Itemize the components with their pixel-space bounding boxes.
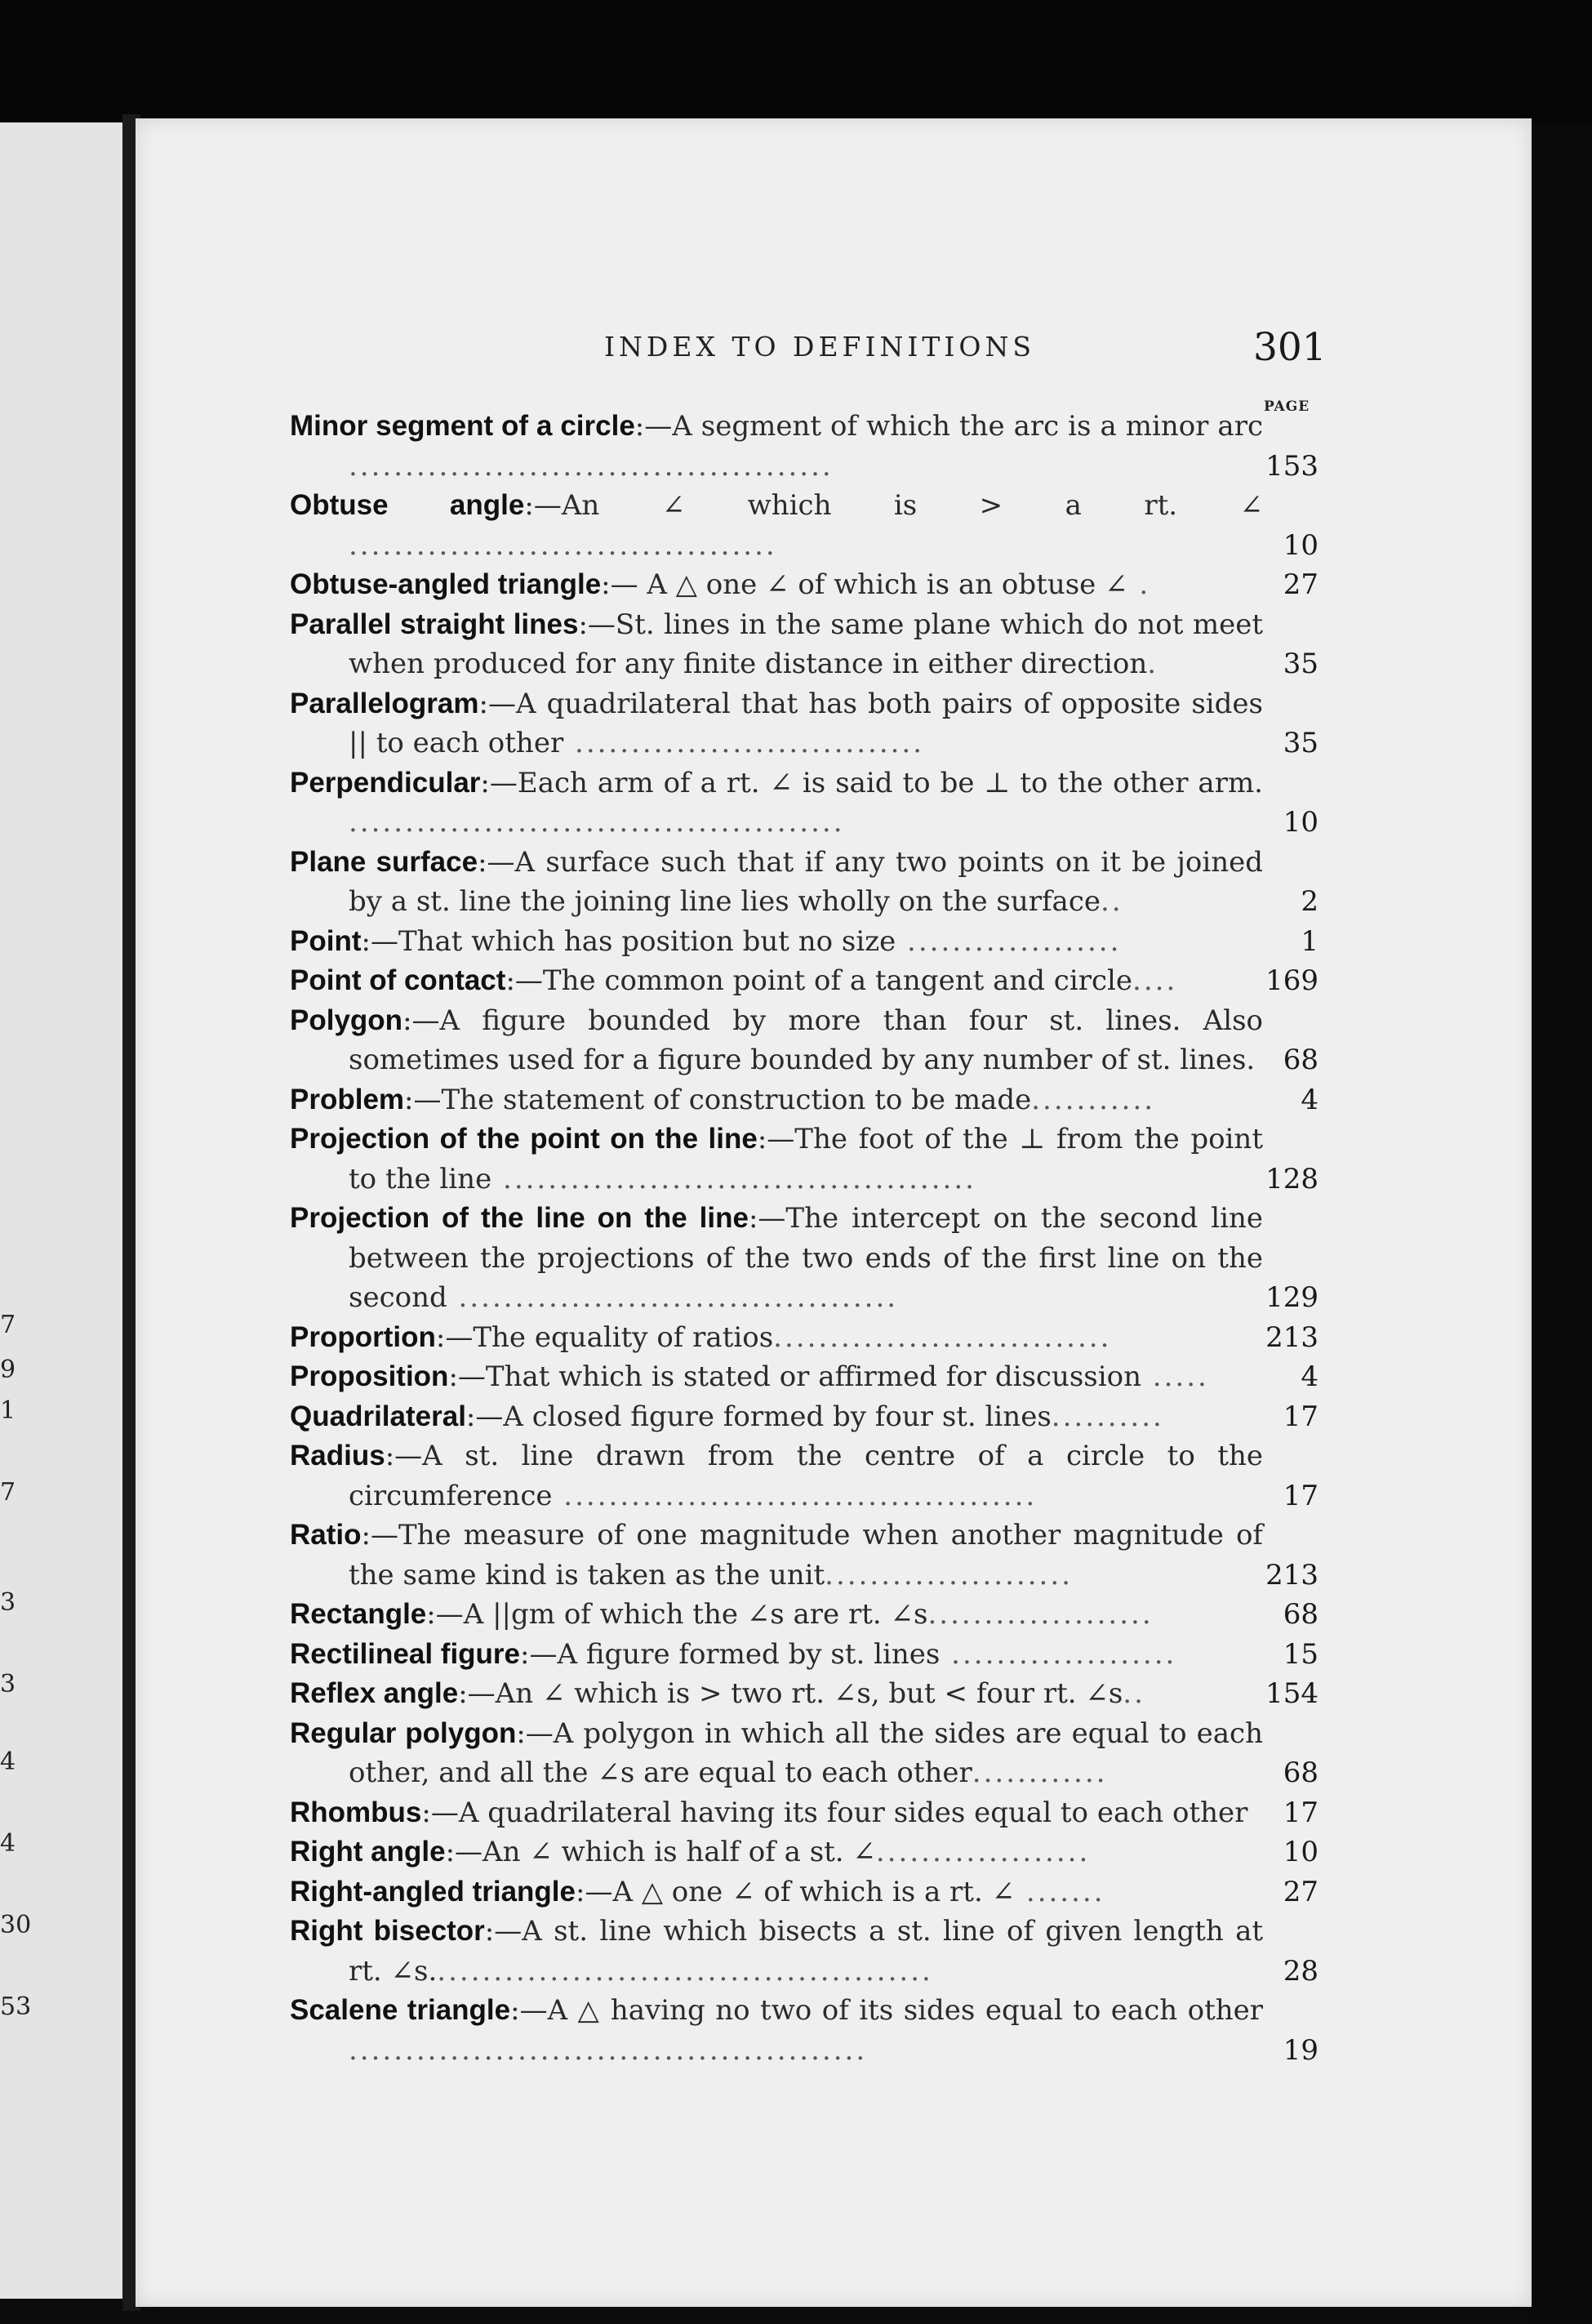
scan-top-border: [0, 0, 1592, 122]
index-entry: [290, 407, 1319, 486]
entry-definition: :—A ||gm of which the ∠s are rt. ∠s: [426, 1598, 928, 1631]
index-entry: [290, 1436, 1319, 1516]
entry-leader: ............................................: [437, 1954, 933, 1988]
entry-term: Proposition: [290, 1360, 449, 1392]
entry-leader: ............................................: [349, 806, 845, 839]
index-entry: [290, 764, 1319, 843]
entry-term: Proportion: [290, 1320, 436, 1353]
left-page-fragment: 4: [0, 1747, 16, 1776]
entry-definition: :—A quadrilateral that has both pairs of opposite sides || to each other: [349, 687, 1263, 759]
entry-leader: ..: [1123, 1677, 1145, 1710]
entry-page: 4: [1301, 1083, 1319, 1116]
entry-term: Polygon: [290, 1004, 403, 1036]
entry-page: 213: [1265, 1320, 1319, 1354]
entry-leader: .: [1127, 568, 1151, 601]
entry-leader: ............: [972, 1756, 1108, 1789]
index-entry: [290, 1357, 1319, 1397]
index-entry: [290, 1674, 1319, 1714]
entry-term: Rectangle: [290, 1598, 427, 1630]
entry-leader: ..............................: [773, 1320, 1112, 1354]
index-entry: [290, 1199, 1319, 1318]
index-entry: [290, 684, 1319, 764]
index-entry: [290, 922, 1319, 962]
index-entry: [290, 1832, 1319, 1872]
entry-term: Obtuse angle: [290, 489, 525, 521]
left-page-fragment: 1: [0, 1396, 16, 1425]
entry-page: 68: [1283, 1756, 1319, 1789]
entry-page: 17: [1283, 1400, 1319, 1433]
index-entry: [290, 1872, 1319, 1912]
left-page-fragment: 9: [0, 1356, 16, 1384]
scan-right-border: [1532, 122, 1592, 2324]
entry-term: Reflex angle: [290, 1677, 459, 1709]
running-head: INDEX TO DEFINITIONS: [604, 331, 1035, 363]
entry-definition: :—A st. line drawn from the centre of a circle to the circumference: [349, 1440, 1263, 1512]
entry-page: 4: [1301, 1360, 1319, 1393]
index-entry: [290, 605, 1319, 684]
entry-leader: ...........................................: [349, 449, 834, 483]
entry-definition: :—A segment of which the arc is a minor arc: [634, 410, 1263, 443]
entry-page: 68: [1283, 1044, 1319, 1076]
entry-page: 27: [1283, 568, 1319, 601]
left-page-fragment: 3: [0, 1588, 16, 1617]
entry-leader: ..........................................: [491, 1162, 976, 1195]
entry-definition: :—A △ having no two of its sides equal to each other: [510, 1994, 1264, 2027]
definition-index-list: [290, 407, 1319, 2070]
entry-page: 213: [1265, 1558, 1319, 1592]
entry-page: 154: [1265, 1677, 1319, 1710]
entry-term: Projection of the line on the line: [290, 1202, 749, 1234]
entry-term: Scalene triangle: [290, 1994, 511, 2026]
entry-definition: :—The equality of ratios: [435, 1320, 774, 1354]
entry-leader: ..: [1101, 885, 1123, 918]
entry-definition: :—A figure formed by st. lines: [520, 1637, 941, 1671]
entry-page: 28: [1283, 1954, 1319, 1988]
entry-definition: :—An ∠ which is half of a st. ∠: [445, 1836, 876, 1868]
entry-term: Radius: [290, 1440, 385, 1471]
entry-leader: ..........: [1051, 1400, 1164, 1433]
left-page-fragment: 30: [0, 1911, 32, 1939]
page-number: 301: [1253, 325, 1327, 370]
index-entry: [290, 1516, 1319, 1595]
entry-leader: .....: [1141, 1360, 1209, 1393]
entry-term: Perpendicular: [290, 766, 481, 799]
entry-page: 169: [1265, 964, 1319, 997]
left-page-fragment: 7: [0, 1311, 16, 1339]
left-page-edge: [0, 122, 122, 2299]
entry-term: Quadrilateral: [290, 1400, 466, 1432]
entry-term: Regular polygon: [290, 1716, 517, 1749]
index-entry: [290, 843, 1319, 922]
entry-definition: :—The measure of one magnitude when another magnitude of the same kind is taken as the unit: [349, 1519, 1263, 1592]
entry-leader: ..............................................: [349, 2033, 868, 2067]
entry-definition: :—A figure bounded by more than four st. lines. Also sometimes used for a figure bounded by any number of st. lines.: [349, 1004, 1263, 1076]
entry-term: Parallelogram: [290, 687, 479, 719]
entry-term: Projection of the point on the line: [290, 1123, 758, 1155]
entry-leader: ....................: [927, 1598, 1154, 1631]
entry-term: Problem: [290, 1083, 405, 1115]
entry-definition: :—St. lines in the same plane which do not meet when produced for any finite distance in either direction: [349, 608, 1263, 680]
index-entry: [290, 1991, 1319, 2070]
index-entry: [290, 1318, 1319, 1358]
entry-definition: :—A △ one ∠ of which is a rt. ∠: [576, 1875, 1016, 1908]
entry-term: Right-angled triangle: [290, 1875, 576, 1908]
entry-page: 15: [1283, 1637, 1319, 1671]
index-entry: [290, 1595, 1319, 1635]
entry-definition: :—A polygon in which all the sides are equal to each other, and all the ∠s are equal to each other: [349, 1716, 1263, 1789]
index-entry: [290, 1793, 1319, 1833]
entry-leader: .......................................: [447, 1281, 899, 1314]
entry-definition: :—A closed figure formed by four st. lines: [465, 1400, 1052, 1433]
entry-leader: ...............................: [563, 727, 925, 759]
entry-term: Rhombus: [290, 1796, 422, 1828]
entry-definition: :—The intercept on the second line between the projections of the two ends of the first line on the second: [349, 1202, 1263, 1314]
entry-page: 27: [1283, 1875, 1319, 1908]
entry-definition: :—A st. line which bisects a st. line of given length at rt. ∠s.: [349, 1915, 1264, 1988]
entry-term: Right angle: [290, 1836, 446, 1868]
index-entry: [290, 565, 1319, 605]
entry-page: 35: [1283, 727, 1319, 759]
entry-leader: ......................: [825, 1558, 1073, 1592]
entry-term: Right bisector: [290, 1915, 485, 1947]
index-entry: [290, 1120, 1319, 1199]
index-entry: [290, 961, 1319, 1001]
entry-leader: .: [1147, 648, 1159, 680]
entry-term: Parallel straight lines: [290, 608, 579, 640]
entry-term: Plane surface: [290, 845, 478, 878]
index-entry: [290, 1635, 1319, 1675]
left-page-fragment: 53: [0, 1992, 32, 2021]
entry-page: 10: [1283, 528, 1319, 562]
entry-definition: :—That which has position but no size: [361, 924, 896, 958]
index-entry: [290, 1397, 1319, 1437]
entry-page: 10: [1283, 806, 1319, 839]
entry-definition: :—The common point of a tangent and circle: [505, 964, 1133, 997]
entry-definition: :—The foot of the ⊥ from the point to the line: [349, 1123, 1263, 1195]
entry-page: 128: [1265, 1162, 1319, 1195]
entry-page: 68: [1283, 1598, 1319, 1631]
entry-leader: ...........: [1031, 1083, 1156, 1116]
entry-page: 1: [1301, 924, 1319, 958]
entry-definition: :— A △ one ∠ of which is an obtuse ∠: [601, 568, 1128, 601]
entry-page: 17: [1283, 1479, 1319, 1512]
entry-definition: :—That which is stated or affirmed for discussion: [448, 1360, 1141, 1393]
entry-leader: ...................: [875, 1836, 1091, 1868]
index-entry: [290, 486, 1319, 565]
entry-term: Ratio: [290, 1519, 362, 1551]
left-page-fragment: 7: [0, 1478, 16, 1507]
entry-leader: ....................: [940, 1637, 1177, 1671]
entry-definition: :—A quadrilateral having its four sides equal to each other: [421, 1796, 1248, 1829]
entry-term: Point of contact: [290, 964, 506, 996]
index-entry: [290, 1080, 1319, 1120]
index-entry: [290, 1912, 1319, 1991]
entry-page: 17: [1283, 1796, 1319, 1829]
index-entry: [290, 1714, 1319, 1793]
entry-page: 10: [1283, 1836, 1319, 1868]
entry-definition: :—An ∠ which is > two rt. ∠s, but < four rt. ∠s: [458, 1677, 1123, 1710]
entry-leader: ..........................................: [552, 1479, 1038, 1512]
entry-term: Rectilineal figure: [290, 1637, 521, 1670]
entry-page: 35: [1283, 648, 1319, 680]
entry-term: Obtuse-angled triangle: [290, 568, 602, 600]
entry-definition: :—Each arm of a rt. ∠ is said to be ⊥ to the other arm.: [480, 766, 1263, 799]
index-entry: [290, 1001, 1319, 1080]
entry-leader: .......: [1015, 1875, 1105, 1908]
entry-leader: ......................................: [349, 528, 777, 562]
entry-term: Minor segment of a circle: [290, 410, 635, 442]
entry-page: 153: [1265, 449, 1319, 483]
page-column-label: PAGE: [1264, 398, 1310, 415]
left-page-fragment: 3: [0, 1670, 16, 1698]
left-page-fragment: 4: [0, 1829, 16, 1858]
entry-term: Point: [290, 924, 362, 957]
entry-definition: :—An ∠ which is > a rt. ∠: [524, 489, 1263, 522]
entry-page: 129: [1265, 1281, 1319, 1314]
entry-page: 19: [1283, 2033, 1319, 2067]
entry-page: 2: [1301, 885, 1319, 918]
entry-definition: :—The statement of construction to be made: [404, 1083, 1032, 1116]
entry-leader: ....: [1132, 964, 1178, 997]
entry-definition: :—A surface such that if any two points on it be joined by a st. line the joining line lies wholly on the surface: [349, 845, 1263, 918]
entry-leader: ...................: [896, 924, 1122, 958]
